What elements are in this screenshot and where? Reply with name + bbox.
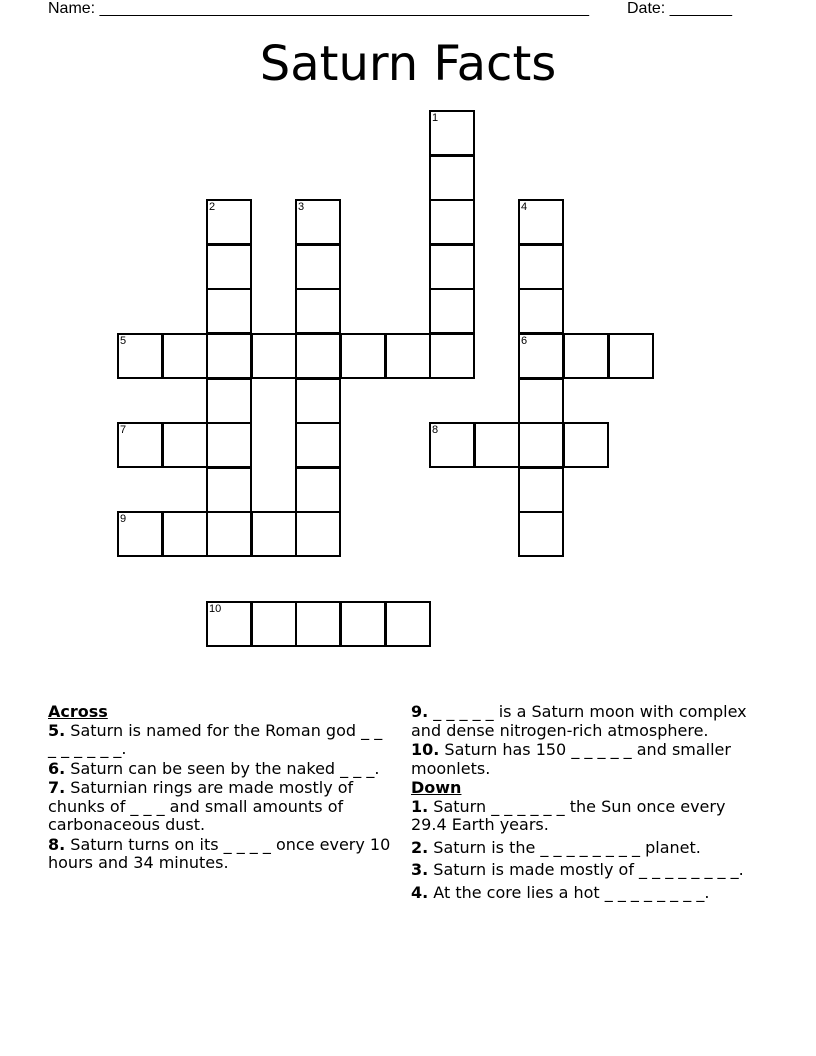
clue-text: At the core lies a hot _ _ _ _ _ _ _ _. [428, 882, 710, 902]
clue-number-label: 1 [432, 112, 439, 124]
across-clue [411, 703, 766, 740]
grid-cell[interactable] [162, 422, 208, 468]
grid-cell[interactable] [429, 333, 475, 379]
across-clue [48, 836, 393, 873]
down-clue [411, 839, 766, 858]
grid-cell[interactable] [295, 333, 341, 379]
grid-cell[interactable] [295, 244, 341, 290]
clue-number: 3. [411, 860, 429, 879]
grid-cell[interactable] [251, 333, 297, 379]
grid-cell[interactable] [295, 467, 341, 513]
clue-number: 1. [411, 796, 429, 816]
clue-number-label: 4 [521, 201, 528, 213]
clue-number: 7. [48, 778, 66, 797]
grid-cell[interactable] [518, 511, 564, 557]
grid-cell[interactable] [429, 110, 475, 156]
clue-text: Saturn is made mostly of _ _ _ _ _ _ _ _. [428, 860, 744, 879]
grid-cell[interactable] [206, 333, 252, 379]
grid-cell[interactable] [162, 511, 208, 557]
across-clue [48, 760, 393, 779]
clue-text: Saturn _ _ _ _ _ _ the Sun once every 29.4 Earth years. [411, 796, 726, 834]
clue-number-label: 7 [120, 424, 127, 436]
across-clue [48, 722, 393, 759]
name-field-label: Name: _______________________________________________________ [48, 0, 589, 17]
across-clue [48, 779, 393, 835]
across-heading: Across [48, 702, 108, 721]
down-clue [411, 884, 766, 903]
grid-cell[interactable] [563, 422, 609, 468]
grid-cell[interactable] [162, 333, 208, 379]
grid-cell[interactable] [518, 467, 564, 513]
grid-cell[interactable] [429, 199, 475, 245]
across-clue-list [48, 722, 393, 873]
grid-cell[interactable] [117, 511, 163, 557]
clue-text: Saturnian rings are made mostly of chunks of _ _ _ and small amounts of carbonaceous dust. [48, 778, 354, 834]
grid-cell[interactable] [518, 422, 564, 468]
grid-cell[interactable] [295, 199, 341, 245]
clue-text: Saturn has 150 _ _ _ _ _ and smaller moonlets. [411, 740, 731, 778]
clue-number-label: 5 [120, 335, 127, 347]
grid-cell[interactable] [295, 288, 341, 334]
clue-number: 5. [48, 720, 66, 740]
grid-cell[interactable] [206, 288, 252, 334]
down-clue [411, 861, 766, 880]
grid-cell[interactable] [608, 333, 654, 379]
clue-number: 9. [411, 702, 429, 721]
grid-cell[interactable] [474, 422, 520, 468]
clue-number-label: 2 [209, 201, 216, 213]
grid-cell[interactable] [518, 378, 564, 424]
grid-cell[interactable] [385, 333, 431, 379]
clue-number: 2. [411, 837, 429, 857]
grid-cell[interactable] [295, 378, 341, 424]
grid-cell[interactable] [563, 333, 609, 379]
grid-cell[interactable] [385, 601, 431, 647]
grid-cell[interactable] [206, 511, 252, 557]
clue-text: Saturn is the _ _ _ _ _ _ _ _ planet. [428, 837, 701, 857]
grid-cell[interactable] [206, 378, 252, 424]
grid-cell[interactable] [340, 601, 386, 647]
clue-number-label: 9 [120, 513, 127, 525]
grid-cell[interactable] [117, 422, 163, 468]
clue-number: 4. [411, 882, 429, 902]
down-heading: Down [411, 778, 462, 797]
clue-number: 8. [48, 834, 66, 854]
grid-cell[interactable] [518, 199, 564, 245]
grid-cell[interactable] [429, 155, 475, 201]
grid-cell[interactable] [206, 199, 252, 245]
clue-number-label: 3 [298, 201, 305, 213]
clue-number-label: 8 [432, 424, 439, 436]
grid-cell[interactable] [340, 333, 386, 379]
clue-number-label: 6 [521, 335, 528, 347]
page-title: Saturn Facts [259, 36, 557, 92]
grid-cell[interactable] [518, 288, 564, 334]
grid-cell[interactable] [206, 601, 252, 647]
grid-cell[interactable] [251, 601, 297, 647]
grid-cell[interactable] [429, 288, 475, 334]
grid-cell[interactable] [429, 422, 475, 468]
across-clue-list-continued [411, 703, 766, 778]
grid-cell[interactable] [295, 422, 341, 468]
clue-text: Saturn is named for the Roman god _ _ _ _ _ _ _ _. [48, 720, 383, 758]
grid-cell[interactable] [518, 244, 564, 290]
grid-cell[interactable] [295, 511, 341, 557]
grid-cell[interactable] [117, 333, 163, 379]
clue-number: 6. [48, 758, 66, 778]
grid-cell[interactable] [251, 511, 297, 557]
grid-cell[interactable] [206, 244, 252, 290]
down-clue [411, 798, 766, 835]
clue-text: Saturn turns on its _ _ _ _ once every 10 hours and 34 minutes. [48, 834, 391, 872]
date-field-label: Date: _______ [627, 0, 732, 17]
clues-column-left [48, 703, 393, 874]
clue-number-label: 10 [209, 603, 222, 615]
down-clue-list [411, 798, 766, 903]
grid-cell[interactable] [295, 601, 341, 647]
grid-cell[interactable] [429, 244, 475, 290]
grid-cell[interactable] [206, 422, 252, 468]
clue-text: Saturn can be seen by the naked _ _ _. [65, 758, 380, 778]
grid-cell[interactable] [518, 333, 564, 379]
grid-cell[interactable] [206, 467, 252, 513]
clues-column-right [411, 703, 766, 903]
across-clue [411, 741, 766, 778]
clue-text: _ _ _ _ _ is a Saturn moon with complex and dense nitrogen-rich atmosphere. [411, 702, 747, 740]
clue-number: 10. [411, 740, 440, 759]
